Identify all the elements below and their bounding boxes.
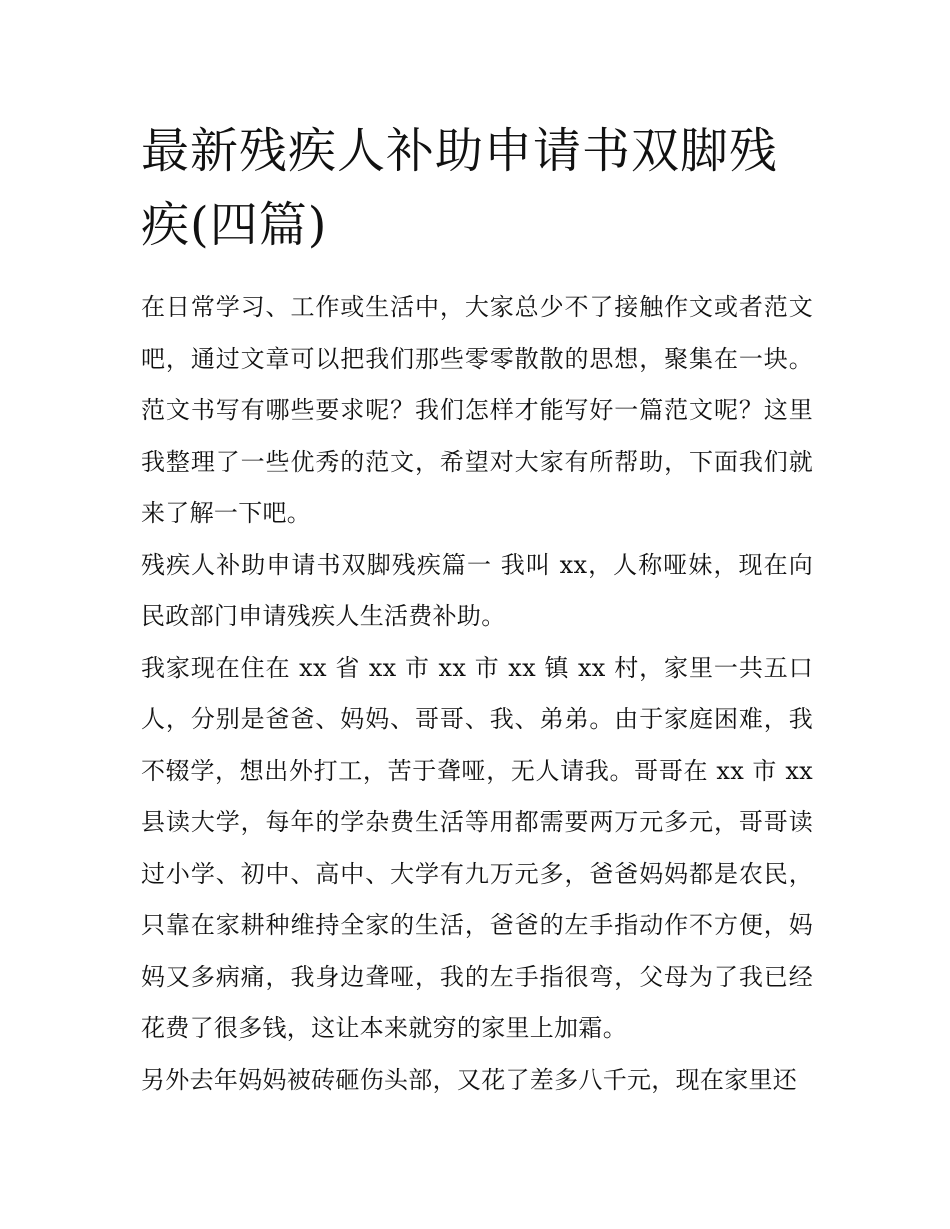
paragraph-intro: 在日常学习、工作或生活中，大家总少不了接触作文或者范文吧，通过文章可以把我们那些零零散散的思想，聚集在一块。范文书写有哪些要求呢？我们怎样才能写好一篇范文呢？这里我整理了一些优秀的范文，希望对大家有所帮助，下面我们就来了解一下吧。 — [141, 293, 813, 527]
paragraph-family-situation: 我家现在住在 xx 省 xx 市 xx 市 xx 镇 xx 村，家里一共五口人，分别是爸爸、妈妈、哥哥、我、弟弟。由于家庭困难，我不辍学，想出外打工，苦于聋哑，无人请我。哥哥在 xx 市 xx 县读大学，每年的学杂费生活等用都需要两万元多元，哥哥读过小学、初中、高中、大学有九万元多，爸爸妈妈都是农民，只靠在家耕种维持全家的生活，爸爸的左手指动作不方便，妈妈又多病痛，我身边聋哑，我的左手指很弯，父母为了我已经花费了很多钱，这让本来就穷的家里上加霜。 — [141, 653, 813, 1042]
paragraph-medical-expenses: 另外去年妈妈被砖砸伤头部，又花了差多八千元，现在家里还 — [141, 1065, 798, 1094]
document-body — [141, 114, 813, 1106]
paragraph-section-one-opening: 残疾人补助申请书双脚残疾篇一 我叫 xx，人称哑妹，现在向民政部门申请残疾人生活费补助。 — [141, 550, 813, 630]
document-title: 最新残疾人补助申请书双脚残疾(四篇) — [141, 123, 779, 253]
